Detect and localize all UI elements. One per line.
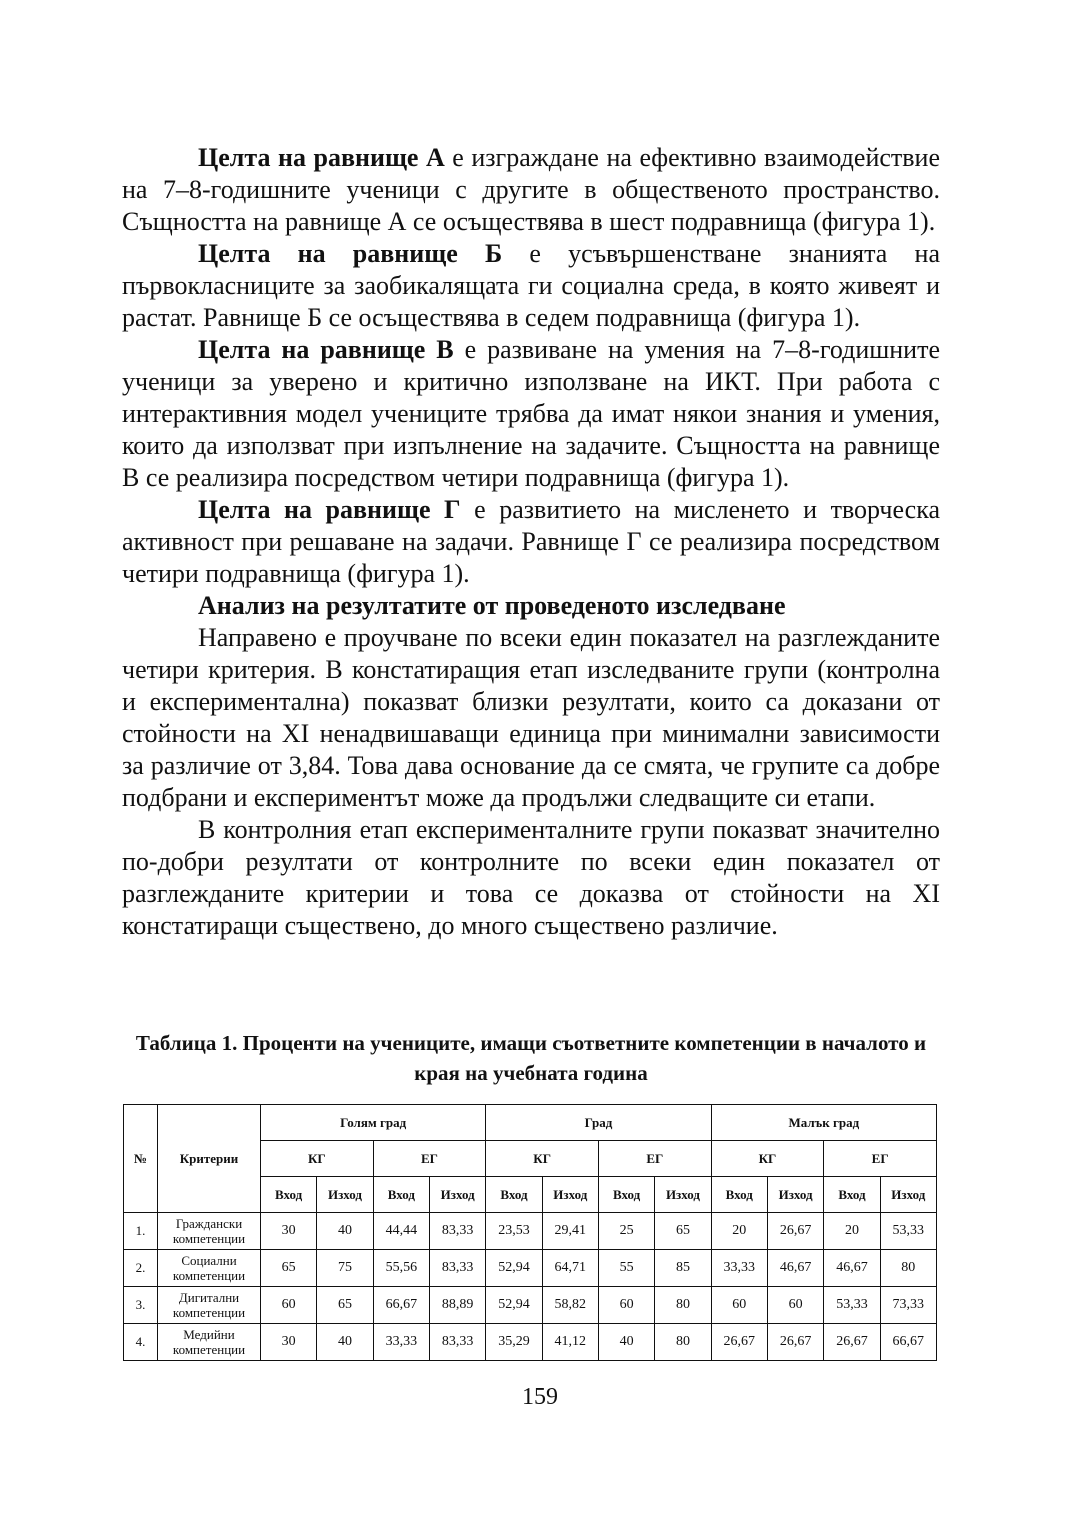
col-header-no: № (124, 1105, 158, 1213)
table-cell: 83,33 (429, 1250, 485, 1287)
table-cell: 66,67 (880, 1324, 936, 1361)
table-header-row-cities (124, 1105, 937, 1141)
table-cell: 25 (598, 1213, 654, 1250)
table-cell: 73,33 (880, 1287, 936, 1324)
table-cell: 20 (824, 1213, 880, 1250)
paragraph-body: е развиване на умения на 7–8-годишните ученици за уверено и критично използване на ИКТ. При работа с интерактивния модел учениците трябва да имат някои знания и умения, които да използват при изпълнение на задачите. Същността на равнище В се реализира посредством четири подравнища (фигура 1). (122, 335, 941, 492)
paragraph-analysis-1: Направено е проучване по всеки един показател на разглежданите четири критерия. В констатиращия етап изследваните групи (контролна и експериментална) показват близки резултати, които са доказани от стойности на ХІ ненадвишаващи единица при минимални зависимости за различие от 3,84. Това дава основание да се смята, че групите са добре подбрани и експериментът може да продължи следващите си етапи. (122, 623, 940, 812)
table-cell: 30 (261, 1324, 317, 1361)
col-header-group: ЕГ (598, 1141, 711, 1177)
paragraph-body: е усъвършенстване знанията на първокласниците за заобикалящата ги социална среда, в която живеят и растат. Равнище Б се осъществява в седем подравнища (фигура 1). (122, 239, 940, 332)
row-criteria: Медийни компетенции (158, 1324, 261, 1361)
body-text (122, 142, 940, 942)
col-header-stage: Изход (880, 1177, 936, 1213)
col-header-stage: Вход (711, 1177, 767, 1213)
table-cell: 46,67 (767, 1250, 823, 1287)
page-number: 159 (522, 1384, 558, 1410)
table-cell: 53,33 (824, 1287, 880, 1324)
row-criteria: Социални компетенции (158, 1250, 261, 1287)
col-header-group: КГ (486, 1141, 599, 1177)
table-cell: 40 (317, 1324, 373, 1361)
table-cell: 30 (261, 1213, 317, 1250)
competences-table (123, 1104, 937, 1361)
table-cell: 83,33 (429, 1213, 485, 1250)
table-cell: 46,67 (824, 1250, 880, 1287)
col-header-criteria: Критерии (158, 1105, 261, 1213)
table-cell: 88,89 (429, 1287, 485, 1324)
col-header-group: ЕГ (373, 1141, 486, 1177)
col-header-city: Малък град (711, 1105, 936, 1141)
paragraph-level-g (122, 494, 940, 590)
table-cell: 55 (598, 1250, 654, 1287)
table-row (124, 1250, 937, 1287)
table-cell: 26,67 (824, 1324, 880, 1361)
col-header-group: ЕГ (824, 1141, 937, 1177)
table-cell: 52,94 (486, 1287, 542, 1324)
table-row (124, 1287, 937, 1324)
table-cell: 55,56 (373, 1250, 429, 1287)
table-cell: 80 (880, 1250, 936, 1287)
paragraph-body: е развитието на мисленето и творческа активност при решаване на задачи. Равнище Г се реализира посредством четири подравнища (фигура 1). (122, 495, 940, 588)
table-cell: 65 (261, 1250, 317, 1287)
row-criteria: Граждански компетенции (158, 1213, 261, 1250)
table-cell: 60 (261, 1287, 317, 1324)
row-criteria: Дигитални компетенции (158, 1287, 261, 1324)
table-cell: 66,67 (373, 1287, 429, 1324)
table-cell: 75 (317, 1250, 373, 1287)
col-header-stage: Изход (542, 1177, 598, 1213)
table-cell: 29,41 (542, 1213, 598, 1250)
table-cell: 65 (655, 1213, 711, 1250)
table-cell: 35,29 (486, 1324, 542, 1361)
table-caption: Таблица 1. Проценти на учениците, имащи съответните компетенции в началото и края на учебната година (135, 1031, 927, 1085)
paragraph-lead: Целта на равнище В (198, 335, 454, 364)
row-number: 2. (124, 1250, 158, 1287)
table-cell: 80 (655, 1324, 711, 1361)
col-header-stage: Изход (767, 1177, 823, 1213)
table-cell: 40 (317, 1213, 373, 1250)
table-cell: 80 (655, 1287, 711, 1324)
paragraph-lead: Целта на равнище Г (198, 495, 461, 524)
paragraph-level-b (122, 238, 940, 334)
table-cell: 53,33 (880, 1213, 936, 1250)
table-cell: 41,12 (542, 1324, 598, 1361)
row-number: 4. (124, 1324, 158, 1361)
col-header-stage: Изход (317, 1177, 373, 1213)
table-cell: 26,67 (711, 1324, 767, 1361)
paragraph-lead: Целта на равнище Б (198, 239, 503, 268)
table-cell: 26,67 (767, 1324, 823, 1361)
table-cell: 33,33 (373, 1324, 429, 1361)
table-row (124, 1324, 937, 1361)
table-cell: 20 (711, 1213, 767, 1250)
table-cell: 60 (711, 1287, 767, 1324)
table-cell: 33,33 (711, 1250, 767, 1287)
table-cell: 44,44 (373, 1213, 429, 1250)
paragraph-body: е изграждане на ефективно взаимодействие на 7–8-годишните ученици с другите в общественото пространство. Същността на равнище А се осъществява в шест подравнища (фигура 1). (122, 143, 940, 236)
col-header-stage: Вход (598, 1177, 654, 1213)
table-cell: 64,71 (542, 1250, 598, 1287)
paragraph-level-a (122, 142, 940, 238)
table-cell: 65 (317, 1287, 373, 1324)
table-cell: 85 (655, 1250, 711, 1287)
paragraph-analysis-2: В контролния етап експерименталните групи показват значително по-добри резултати от контролните по всеки един показател от разглежданите критерии и това се доказва от стойности на ХІ констатиращи съществено, до много съществено различие. (122, 815, 940, 940)
table-cell: 58,82 (542, 1287, 598, 1324)
table-cell: 60 (767, 1287, 823, 1324)
table-cell: 52,94 (486, 1250, 542, 1287)
col-header-group: КГ (711, 1141, 824, 1177)
section-heading: Анализ на резултатите от проведеното изследване (198, 591, 786, 620)
table-cell: 40 (598, 1324, 654, 1361)
table-cell: 23,53 (486, 1213, 542, 1250)
row-number: 3. (124, 1287, 158, 1324)
col-header-stage: Вход (373, 1177, 429, 1213)
col-header-group: КГ (261, 1141, 374, 1177)
col-header-city: Град (486, 1105, 711, 1141)
table-cell: 83,33 (429, 1324, 485, 1361)
col-header-stage: Вход (261, 1177, 317, 1213)
col-header-stage: Изход (655, 1177, 711, 1213)
col-header-stage: Вход (824, 1177, 880, 1213)
paragraph-lead: Целта на равнище А (198, 143, 445, 172)
table-cell: 26,67 (767, 1213, 823, 1250)
paragraph-level-v (122, 334, 940, 494)
table-row (124, 1213, 937, 1250)
col-header-stage: Изход (429, 1177, 485, 1213)
col-header-city: Голям град (261, 1105, 486, 1141)
row-number: 1. (124, 1213, 158, 1250)
table-cell: 60 (598, 1287, 654, 1324)
col-header-stage: Вход (486, 1177, 542, 1213)
